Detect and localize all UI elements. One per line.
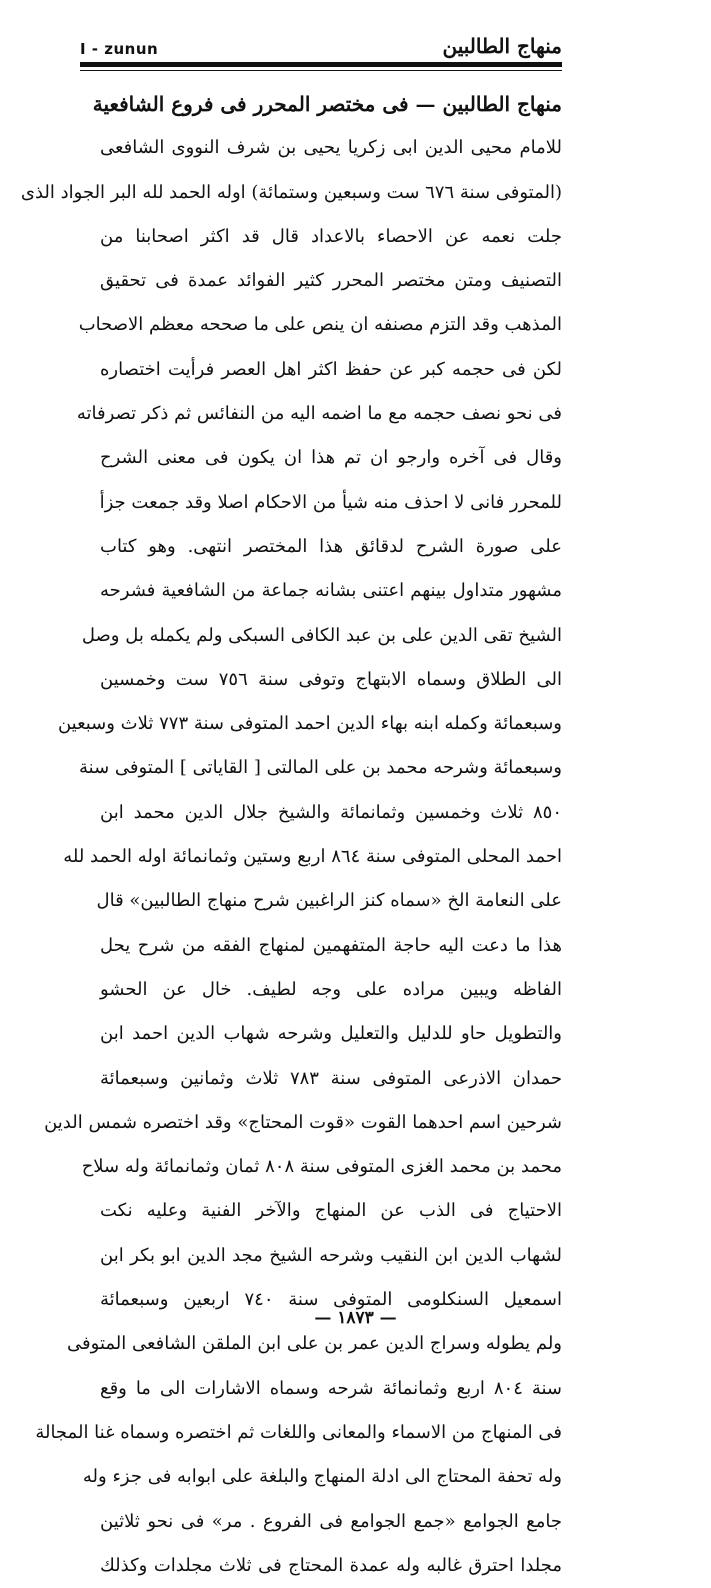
text-line: المذهب وقد التزم مصنفه ان ينص على ما صححه معظم الاصحاب (78, 314, 562, 336)
text-line: وله تحفة المحتاج الى ادلة المنهاج والبلغة على ابوابه فى جزء وله (82, 1466, 562, 1488)
text-line: للمحرر فانى لا احذف منه شيأ من الاحكام اصلا وقد جمعت جزأ (99, 491, 562, 513)
text-line: وسبعمائة وشرحه محمد بن على المالتى [ القاياتى ] المتوفى سنة (79, 757, 562, 779)
text-line: احمد المحلى المتوفى سنة ٨٦٤ اربع وستين وثمانمائة اوله الحمد لله (63, 846, 562, 868)
text-line: جلت نعمه عن الاحصاء بالاعداد قال قد اكثر اصحابنا من (100, 225, 562, 247)
page-header (80, 30, 562, 58)
text-line: على النعامة الخ «سماه كنز الراغبين شرح منهاج الطالبين» قال (96, 890, 562, 912)
text-line: للامام محيى الدين ابى زكريا يحيى بن شرف النووى الشافعى (100, 137, 562, 159)
text-line: هذا ما دعت اليه حاجة المتفهمين لمنهاج الفقه من شرح يحل (100, 934, 562, 956)
text-line: اسمعيل السنكلومى المتوفى سنة ٧٤٠ اربعين وسبعمائة (100, 1289, 562, 1311)
text-line: التصنيف ومتن مختصر المحرر كثير الفوائد عمدة فى تحقيق (100, 270, 562, 292)
page-number: — ١٨٧٣ — (314, 1308, 397, 1328)
header-rule-thick (80, 62, 562, 67)
text-line: مشهور متداول بينهم اعتنى بشانه جماعة من الشافعية فشرحه (100, 580, 562, 602)
text-line: فى المنهاج من الاسماء والمعانى واللغات ثم اختصره وسماه غنا المجالة (35, 1421, 562, 1443)
text-line: شرحين اسم احدهما القوت «قوت المحتاج» وقد اختصره شمس الدين (44, 1111, 562, 1133)
text-line: وسبعمائة وكمله ابنه بهاء الدين احمد المتوفى سنة ٧٧٣ ثلاث وسبعين (57, 713, 562, 735)
text-line: ولم يطوله وسراج الدين عمر بن على ابن الملقن الشافعى المتوفى (67, 1333, 562, 1355)
text-line: فى نحو نصف حجمه مع ما اضمه اليه من النفائس ثم ذكر تصرفاته (76, 403, 562, 425)
entry-body-text (20, 82, 563, 1588)
text-line: على صورة الشرح لدقائق هذا المختصر انتهى. وهو كتاب (100, 535, 562, 557)
text-line: مجلدا احترق غالبه وله عمدة المحتاج فى ثلاث مجلدات وكذلك (100, 1554, 562, 1576)
text-line: الى الطلاق وسماه الابتهاج وتوفى سنة ٧٥٦ ست وخمسين (100, 668, 562, 690)
header-source-label: I - zunun (80, 40, 159, 58)
text-line: حمدان الاذرعى المتوفى سنة ٧٨٣ ثلاث وثمانين وسبعمائة (100, 1067, 563, 1089)
text-line: سنة ٨٠٤ اربع وثمانمائة شرحه وسماه الاشارات الى ما وقع (100, 1377, 563, 1399)
text-line: والتطويل حاو للدليل والتعليل وشرحه شهاب الدين احمد ابن (100, 1023, 562, 1045)
text-line: الشيخ تقى الدين على بن عبد الكافى السبكى ولم يكمله بل وصل (81, 624, 562, 646)
text-line: (المتوفى سنة ٦٧٦ ست وسبعين وستمائة) اوله الحمد لله البر الجواد الذى (20, 181, 562, 203)
text-line: جامع الجوامع «جمع الجوامع فى الفروع . مر» فى نحو ثلاثين (100, 1510, 562, 1532)
text-line: لكن فى حجمه كبر عن حفظ اكثر اهل العصر فرأيت اختصاره (100, 358, 562, 380)
text-line: ٨٥٠ ثلاث وخمسين وثمانمائة والشيخ جلال الدين محمد ابن (100, 801, 562, 823)
text-line: لشهاب الدين ابن النقيب وشرحه الشيخ مجد الدين ابو بكر ابن (100, 1244, 562, 1266)
text-line: وقال فى آخره وارجو ان تم هذا ان يكون فى معنى الشرح (100, 447, 562, 469)
entry-title-line: منهاج الطالبين — فى مختصر المحرر فى فروع الشافعية (92, 92, 562, 116)
text-line: محمد بن محمد الغزى المتوفى سنة ٨٠٨ ثمان وثمانمائة وله سلاح (81, 1156, 562, 1178)
text-line: الاحتياج فى الذب عن المنهاج والآخر الفنية وعليه نكت (100, 1200, 562, 1222)
header-rule-thin (80, 70, 562, 71)
text-line: الفاظه ويبين مراده على وجه لطيف. خال عن الحشو (100, 978, 562, 1000)
header-running-title: منهاج الطالبين (442, 34, 562, 58)
